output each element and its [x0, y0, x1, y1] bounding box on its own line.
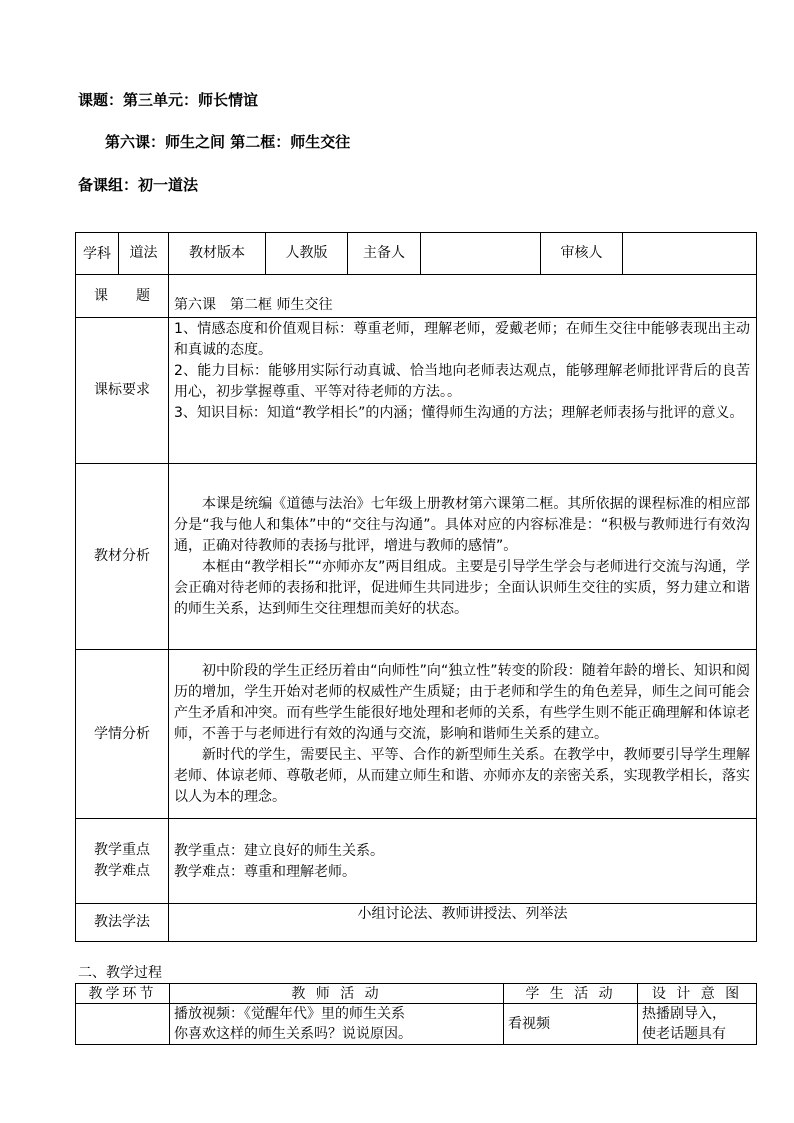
- standard-item: 2、能力目标：能够用实际行动真诚、恰当地向老师表达观点，能够理解老师批评背后的良苦用心，初步掌握尊重、平等对待老师的方法。。: [174, 363, 750, 400]
- design-intent-line: 使老话题具有: [642, 1026, 726, 1042]
- standard-item: 1、情感态度和价值观目标：尊重老师，理解老师，爱戴老师；在师生交往中能够表现出主动和真诚的态度。: [174, 321, 750, 358]
- header-student: 学 生 活 动: [504, 984, 638, 1004]
- info-row: [76, 233, 757, 275]
- textbook-row: [76, 464, 757, 650]
- teacher-activity: [170, 1004, 504, 1045]
- header-teacher: 教 师 活 动: [170, 984, 504, 1004]
- preparer-value: [421, 233, 541, 275]
- standards-label: 课标要求: [76, 318, 169, 464]
- stage-cell: [76, 1004, 170, 1045]
- textbook-paragraph: 本框由“教学相长”“亦师亦友”两目组成。主要是引导学生学会与老师进行交流与沟通，学会正确对待老师的表扬和批评，促进师生共同进步；全面认识师生交往的实质，努力建立和谐的师生关系，达到师生交往理想而美好的状态。: [174, 558, 750, 617]
- process-row: [76, 1004, 757, 1045]
- methods-label: 教法学法: [76, 904, 169, 942]
- student-activity: 看视频: [504, 1004, 638, 1045]
- header-intent: 设 计 意 图: [638, 984, 757, 1004]
- methods-row: [76, 904, 757, 942]
- focus-difficult: 教学难点：尊重和理解老师。: [174, 864, 356, 880]
- prep-group: 备课组：初一道法: [78, 176, 199, 194]
- edition-value: 人教版: [266, 233, 348, 275]
- topic-value: 第六课 第二框 师生交往: [169, 275, 757, 318]
- textbook-label: 教材分析: [76, 464, 169, 650]
- subject-label: 学科: [76, 233, 119, 275]
- reviewer-label: 审核人: [541, 233, 623, 275]
- standards-content: [169, 318, 757, 464]
- section-title: 二、教学过程: [78, 965, 162, 981]
- lesson-info-table: [75, 232, 757, 942]
- preparer-label: 主备人: [348, 233, 421, 275]
- topic-label: 课 题: [76, 275, 169, 318]
- methods-value: 小组讨论法、教师讲授法、列举法: [169, 904, 757, 942]
- students-content: [169, 650, 757, 819]
- lesson-subtitle: 第六课：师生之间 第二框：师生交往: [105, 133, 351, 151]
- focus-key: 教学重点：建立良好的师生关系。: [174, 843, 384, 859]
- teacher-activity-line: 你喜欢这样的师生关系吗？说说原因。: [174, 1026, 412, 1042]
- teacher-activity-line: 播放视频：《觉醒年代》里的师生关系: [174, 1006, 405, 1022]
- design-intent: [638, 1004, 757, 1045]
- subject-value: 道法: [119, 233, 169, 275]
- focus-labels: [76, 819, 169, 904]
- edition-label: 教材版本: [169, 233, 266, 275]
- reviewer-value: [623, 233, 757, 275]
- teaching-process-table: [75, 983, 757, 1045]
- standard-item: 3、知识目标：知道“教学相长”的内涵；懂得师生沟通的方法；理解老师表扬与批评的意义。: [174, 405, 744, 421]
- header-stage: 教学环节: [76, 984, 170, 1004]
- students-paragraph: 初中阶段的学生正经历着由“向师性”向“独立性”转变的阶段：随着年龄的增长、知识和阅历的增加，学生开始对老师的权威性产生质疑；由于老师和学生的角色差异，师生之间可能会产生矛盾和冲突。而有些学生能很好地处理和老师的关系，有些学生则不能正确理解和体谅老师，不善于与老师进行有效的沟通与交流，影响和谐师生关系的建立。: [174, 662, 750, 742]
- students-row: [76, 650, 757, 819]
- students-label: 学情分析: [76, 650, 169, 819]
- process-header-row: [76, 984, 757, 1004]
- focus-content: [169, 819, 757, 904]
- standards-row: [76, 318, 757, 464]
- design-intent-line: 热播剧导入，: [642, 1006, 726, 1022]
- topic-row: [76, 275, 757, 318]
- lesson-title: 课题：第三单元：师长情谊: [78, 91, 259, 109]
- students-paragraph: 新时代的学生，需要民主、平等、合作的新型师生关系。在教学中，教师要引导学生理解老师、体谅老师、尊敬老师，从而建立师生和谐、亦师亦友的亲密关系，实现教学相长，落实以人为本的理念。: [174, 746, 750, 805]
- textbook-content: [169, 464, 757, 650]
- focus-label-difficult: 教学难点: [94, 863, 150, 879]
- focus-row: [76, 819, 757, 904]
- focus-label-key: 教学重点: [94, 842, 150, 858]
- textbook-paragraph: 本课是统编《道德与法治》七年级上册教材第六课第二框。其所依据的课程标准的相应部分是“我与他人和集体”中的“交往与沟通”。具体对应的内容标准是：“积极与教师进行有效沟通，正确对待教师的表扬与批评，增进与教师的感情”。: [174, 495, 750, 554]
